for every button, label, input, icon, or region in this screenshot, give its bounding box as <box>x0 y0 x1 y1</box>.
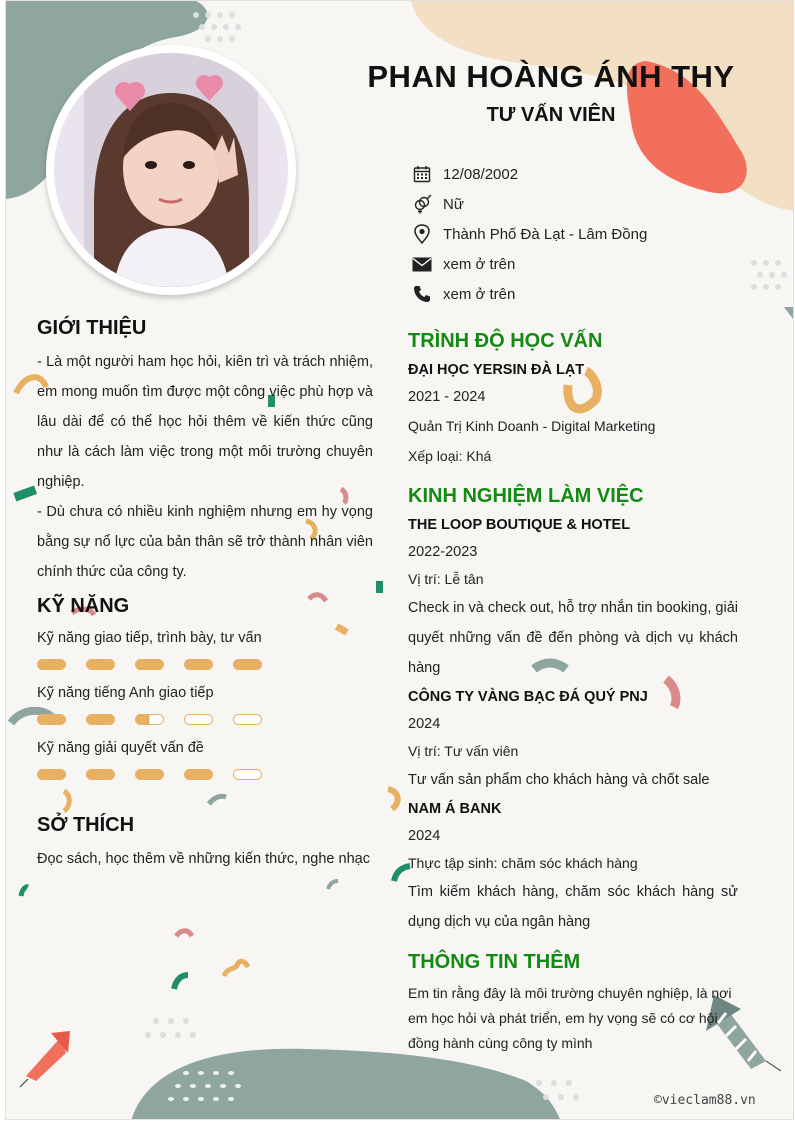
contact-list <box>411 159 771 309</box>
skill-level-pill <box>135 714 164 725</box>
job-company: NAM Á BANK <box>408 801 502 817</box>
section-title-intro: GIỚI THIỆU <box>37 317 147 339</box>
contact-email <box>411 249 771 279</box>
section-title-skills: KỸ NĂNG <box>37 595 130 617</box>
party-horn-icon <box>20 1031 70 1087</box>
contact-value: xem ở trên <box>443 255 516 273</box>
skill-level-pill <box>37 714 66 725</box>
skill-level-pill <box>86 714 115 725</box>
cv-page <box>5 0 794 1120</box>
intro-paragraph-1: - Là một người ham học hỏi, kiên trì và trách nhiệm, em mong muốn tìm được một công việc phù hợp và lâu dài để có thể học hỏi thêm về kiến thức cũng như là cách làm việc trong một môi trường chuyên nghiệp. <box>37 354 373 490</box>
skill-name: Kỹ năng giải quyết vấn đề <box>37 740 204 756</box>
skill-rating <box>37 763 373 786</box>
job-position: Vị trí: Tư vấn viên <box>408 743 519 759</box>
job-position: Vị trí: Lễ tân <box>408 571 484 587</box>
contact-value: Nữ <box>443 195 464 213</box>
job-company: THE LOOP BOUTIQUE & HOTEL <box>408 517 631 533</box>
teal-blob-bottom <box>131 1049 561 1120</box>
email-icon <box>411 253 433 275</box>
skill-level-pill <box>135 769 164 780</box>
skill-name: Kỹ năng tiếng Anh giao tiếp <box>37 685 214 701</box>
candidate-role: TƯ VẤN VIÊN <box>486 104 616 126</box>
contact-value: 12/08/2002 <box>443 165 519 183</box>
section-title-experience: KINH NGHIỆM LÀM VIỆC <box>408 485 644 507</box>
skill-level-pill <box>184 769 213 780</box>
job-description: Check in và check out, hỗ trợ nhắn tin booking, giải quyết những vấn đề đến phòng và dịch vụ khách hàng <box>408 600 738 676</box>
contact-phone <box>411 279 771 309</box>
confetti <box>174 975 188 989</box>
job-period: 2024 <box>408 828 441 844</box>
avatar-frame <box>46 45 296 295</box>
watermark: ©vieclam88.vn <box>654 1093 756 1108</box>
education-major: Quản Trị Kinh Doanh - Digital Marketing <box>408 418 656 434</box>
candidate-name: PHAN HOÀNG ÁNH THY <box>367 59 735 94</box>
confetti <box>328 881 338 889</box>
job-description: Tư vấn sản phẩm cho khách hàng và chốt sale <box>408 772 710 788</box>
skill-level-pill <box>135 659 164 670</box>
job-company: CÔNG TY VÀNG BẠC ĐÁ QUÝ PNJ <box>408 689 648 705</box>
avatar <box>54 53 288 287</box>
section-title-hobbies: SỞ THÍCH <box>37 814 135 836</box>
phone-icon <box>411 283 433 305</box>
skill-rating <box>37 708 373 731</box>
skills-list <box>37 623 373 786</box>
contact-address <box>411 219 771 249</box>
confetti <box>176 931 192 936</box>
left-column <box>37 313 373 874</box>
contact-value: xem ở trên <box>443 285 516 303</box>
confetti <box>224 961 248 976</box>
skill-level-pill <box>233 714 262 725</box>
job-item <box>408 511 738 683</box>
skill-level-pill <box>233 769 262 780</box>
skill-level-pill <box>184 714 213 725</box>
calendar-icon <box>411 163 433 185</box>
confetti <box>13 485 37 501</box>
skill-level-pill <box>37 659 66 670</box>
skill-item <box>37 678 373 731</box>
hobbies-text: Đọc sách, học thêm về những kiến thức, nghe nhạc <box>37 851 370 867</box>
contact-value: Thành Phố Đà Lạt - Lâm Đồng <box>443 225 648 243</box>
skill-name: Kỹ năng giao tiếp, trình bày, tư vấn <box>37 630 262 646</box>
more-info-text: Em tin rằng đây là môi trường chuyên nghiệp, là nơi em học hỏi và phát triển, em hy vọng sẽ có cơ hội đồng hành cùng công ty mình <box>408 985 732 1051</box>
skill-level-pill <box>86 659 115 670</box>
gender-icon <box>411 193 433 215</box>
skill-item <box>37 623 373 676</box>
education-grade: Xếp loại: Khá <box>408 448 492 464</box>
skill-level-pill <box>184 659 213 670</box>
contact-gender <box>411 189 771 219</box>
confetti <box>388 789 398 809</box>
contact-birthday <box>411 159 771 189</box>
location-pin-icon <box>411 223 433 245</box>
job-item <box>408 795 738 937</box>
skill-level-pill <box>86 769 115 780</box>
confetti <box>784 307 794 323</box>
right-column <box>408 326 738 1056</box>
skill-rating <box>37 653 373 676</box>
confetti <box>376 581 383 593</box>
education-years: 2021 - 2024 <box>408 389 486 405</box>
job-period: 2024 <box>408 716 441 732</box>
job-position: Thực tập sinh: chăm sóc khách hàng <box>408 855 638 871</box>
education-school: ĐẠI HỌC YERSIN ĐÀ LẠT <box>408 362 585 378</box>
skill-level-pill <box>37 769 66 780</box>
job-item <box>408 683 738 795</box>
section-title-more-info: THÔNG TIN THÊM <box>408 951 581 973</box>
skill-level-pill <box>233 659 262 670</box>
intro-paragraph-2: - Dù chưa có nhiều kinh nghiệm nhưng em hy vọng bằng sự nổ lực của bản thân sẽ trở thành nhân viên chính thức của công ty. <box>37 504 373 580</box>
skill-item <box>37 733 373 786</box>
job-description: Tìm kiếm khách hàng, chăm sóc khách hàng sử dụng dịch vụ của ngân hàng <box>408 884 738 930</box>
job-period: 2022-2023 <box>408 544 478 560</box>
confetti <box>21 887 28 896</box>
section-title-education: TRÌNH ĐỘ HỌC VẤN <box>408 330 603 352</box>
